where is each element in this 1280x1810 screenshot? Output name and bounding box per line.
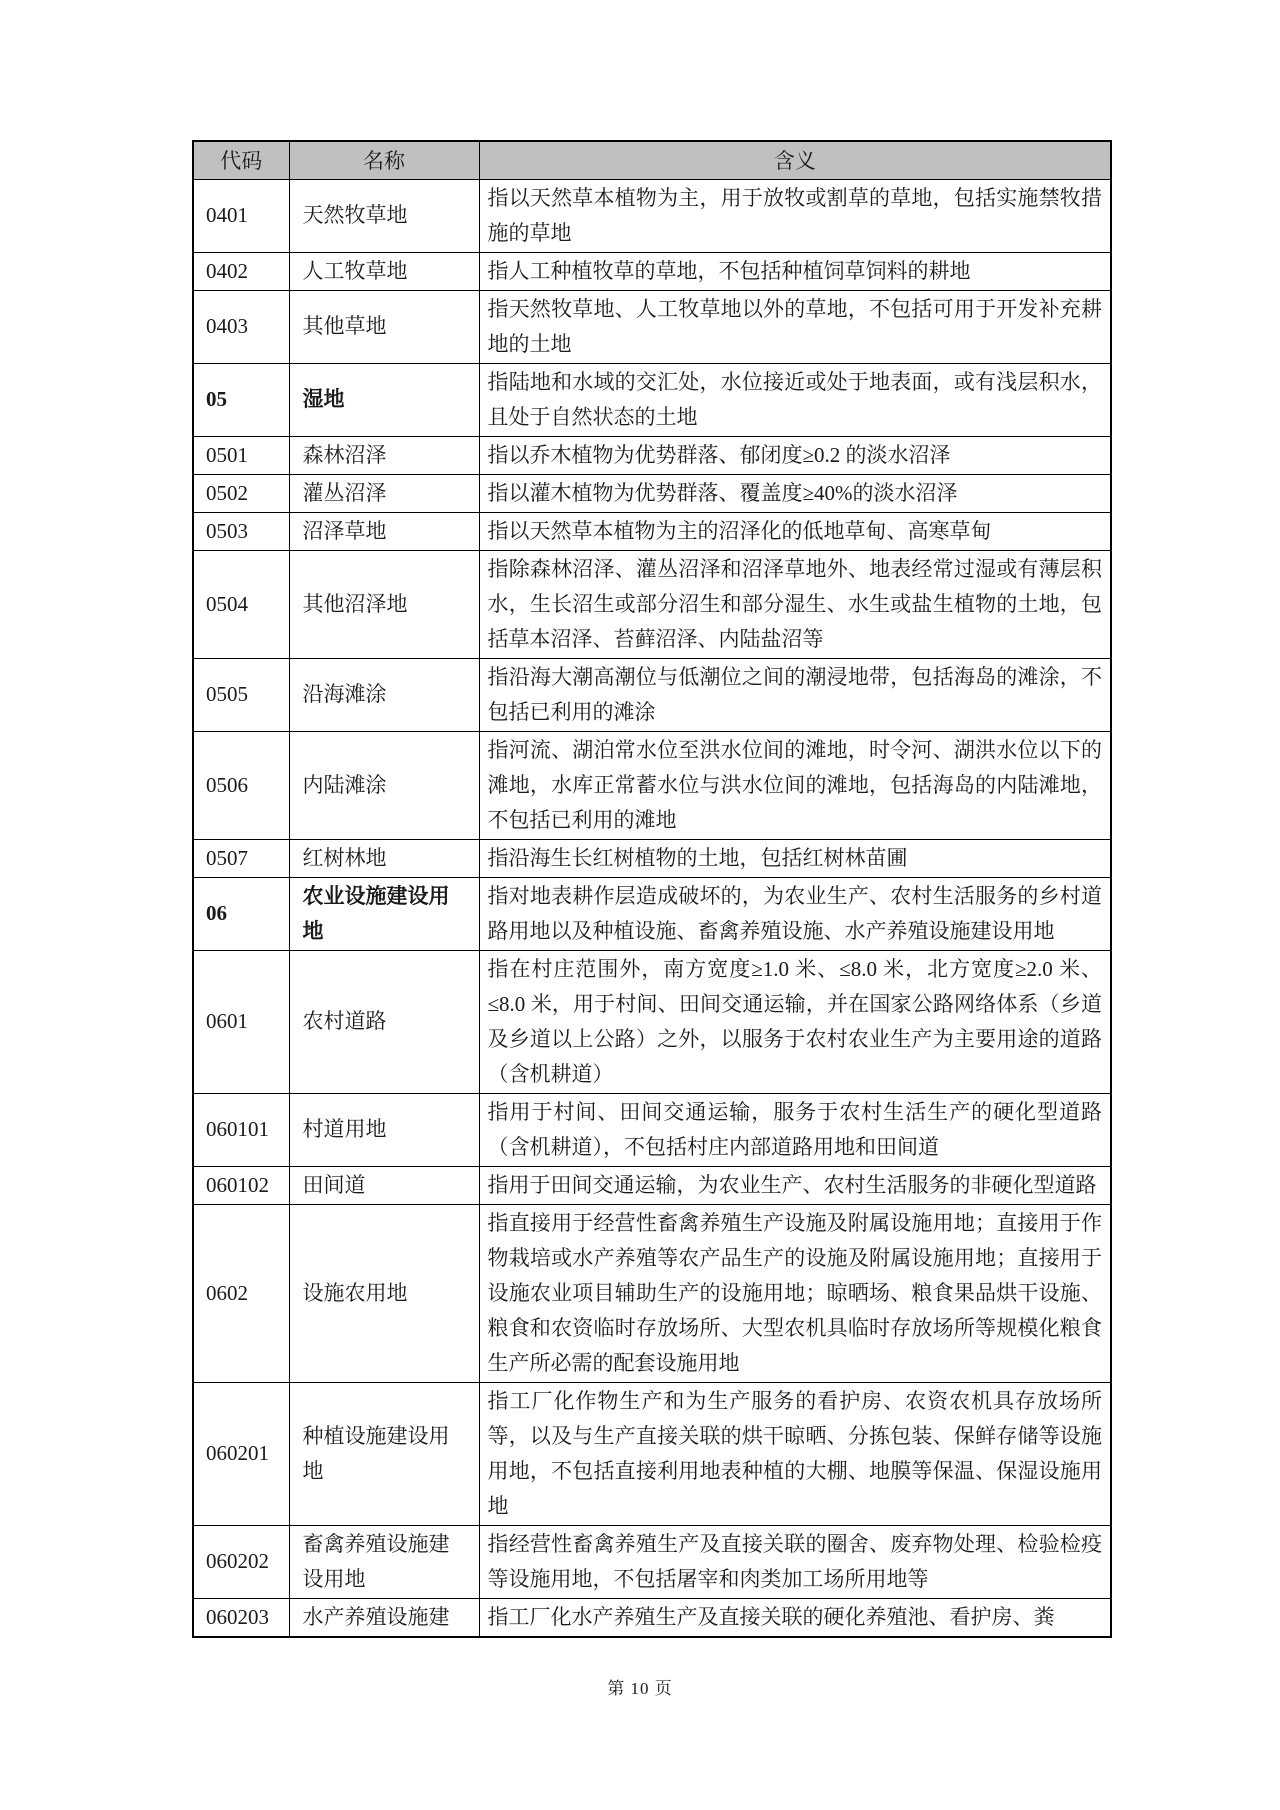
meaning-cell: 指河流、湖泊常水位至洪水位间的滩地，时令河、湖洪水位以下的滩地，水库正常蓄水位与洪水位间的滩地，包括海岛的内陆滩地，不包括已利用的滩地 <box>479 731 1111 839</box>
meaning-cell: 指除森林沼泽、灌丛沼泽和沼泽草地外、地表经常过湿或有薄层积水，生长沼生或部分沼生和部分湿生、水生或盐生植物的土地，包括草本沼泽、苔藓沼泽、内陆盐沼等 <box>479 550 1111 658</box>
meaning-cell: 指沿海生长红树植物的土地，包括红树林苗圃 <box>479 839 1111 877</box>
meaning-cell: 指沿海大潮高潮位与低潮位之间的潮浸地带，包括海岛的滩涂，不包括已利用的滩涂 <box>479 658 1111 731</box>
meaning-cell: 指在村庄范围外，南方宽度≥1.0 米、≤8.0 米，北方宽度≥2.0 米、≤8.0 米，用于村间、田间交通运输，并在国家公路网络体系（乡道及乡道以上公路）之外，以服务于农村农业生产为主要用途的道路（含机耕道） <box>479 950 1111 1093</box>
name-cell: 村道用地 <box>289 1093 479 1166</box>
table-row <box>193 363 1111 436</box>
name-cell: 水产养殖设施建 <box>289 1598 479 1637</box>
table-row <box>193 877 1111 950</box>
meaning-cell: 指以乔木植物为优势群落、郁闭度≥0.2 的淡水沼泽 <box>479 436 1111 474</box>
code-cell: 0502 <box>193 474 289 512</box>
meaning-cell: 指以天然草本植物为主的沼泽化的低地草甸、高寒草甸 <box>479 512 1111 550</box>
code-cell: 0504 <box>193 550 289 658</box>
name-cell: 其他草地 <box>289 290 479 363</box>
table-row <box>193 1598 1111 1637</box>
meaning-cell: 指经营性畜禽养殖生产及直接关联的圈舍、废弃物处理、检验检疫等设施用地，不包括屠宰和肉类加工场所用地等 <box>479 1525 1111 1598</box>
page-number: 第 10 页 <box>607 1679 673 1698</box>
name-cell: 沼泽草地 <box>289 512 479 550</box>
code-cell: 06 <box>193 877 289 950</box>
meaning-cell: 指陆地和水域的交汇处，水位接近或处于地表面，或有浅层积水，且处于自然状态的土地 <box>479 363 1111 436</box>
code-cell: 0601 <box>193 950 289 1093</box>
table-row <box>193 1204 1111 1382</box>
table-row <box>193 1525 1111 1598</box>
name-cell: 设施农用地 <box>289 1204 479 1382</box>
code-cell: 060201 <box>193 1382 289 1525</box>
table-row <box>193 290 1111 363</box>
code-cell: 060202 <box>193 1525 289 1598</box>
table-row <box>193 436 1111 474</box>
code-cell: 05 <box>193 363 289 436</box>
meaning-cell: 指以天然草本植物为主，用于放牧或割草的草地，包括实施禁牧措施的草地 <box>479 179 1111 252</box>
table-row <box>193 1382 1111 1525</box>
table-row <box>193 950 1111 1093</box>
code-cell: 0602 <box>193 1204 289 1382</box>
name-cell: 沿海滩涂 <box>289 658 479 731</box>
name-cell: 其他沼泽地 <box>289 550 479 658</box>
table-row <box>193 839 1111 877</box>
meaning-cell: 指以灌木植物为优势群落、覆盖度≥40%的淡水沼泽 <box>479 474 1111 512</box>
table-row <box>193 252 1111 290</box>
code-cell: 0503 <box>193 512 289 550</box>
land-use-classification-table <box>192 140 1112 1638</box>
name-cell: 种植设施建设用地 <box>289 1382 479 1525</box>
name-cell: 湿地 <box>289 363 479 436</box>
code-cell: 0505 <box>193 658 289 731</box>
code-cell: 0402 <box>193 252 289 290</box>
name-cell: 田间道 <box>289 1166 479 1204</box>
name-cell: 灌丛沼泽 <box>289 474 479 512</box>
code-cell: 0401 <box>193 179 289 252</box>
code-cell: 0506 <box>193 731 289 839</box>
meaning-cell: 指直接用于经营性畜禽养殖生产设施及附属设施用地；直接用于作物栽培或水产养殖等农产品生产的设施及附属设施用地；直接用于设施农业项目辅助生产的设施用地；晾晒场、粮食果品烘干设施、粮食和农资临时存放场所、大型农机具临时存放场所等规模化粮食生产所必需的配套设施用地 <box>479 1204 1111 1382</box>
name-cell: 农业设施建设用地 <box>289 877 479 950</box>
name-cell: 畜禽养殖设施建设用地 <box>289 1525 479 1598</box>
table-row <box>193 474 1111 512</box>
table-row <box>193 550 1111 658</box>
meaning-cell: 指工厂化水产养殖生产及直接关联的硬化养殖池、看护房、粪 <box>479 1598 1111 1637</box>
code-cell: 0403 <box>193 290 289 363</box>
table-row <box>193 731 1111 839</box>
meaning-cell: 指用于村间、田间交通运输，服务于农村生活生产的硬化型道路（含机耕道），不包括村庄内部道路用地和田间道 <box>479 1093 1111 1166</box>
name-cell: 农村道路 <box>289 950 479 1093</box>
code-cell: 060203 <box>193 1598 289 1637</box>
name-cell: 内陆滩涂 <box>289 731 479 839</box>
meaning-cell: 指对地表耕作层造成破坏的，为农业生产、农村生活服务的乡村道路用地以及种植设施、畜禽养殖设施、水产养殖设施建设用地 <box>479 877 1111 950</box>
meaning-cell: 指天然牧草地、人工牧草地以外的草地，不包括可用于开发补充耕地的土地 <box>479 290 1111 363</box>
name-cell: 人工牧草地 <box>289 252 479 290</box>
meaning-cell: 指工厂化作物生产和为生产服务的看护房、农资农机具存放场所等，以及与生产直接关联的烘干晾晒、分拣包装、保鲜存储等设施用地，不包括直接利用地表种植的大棚、地膜等保温、保湿设施用地 <box>479 1382 1111 1525</box>
table-row <box>193 658 1111 731</box>
header-meaning: 含义 <box>479 141 1111 179</box>
meaning-cell: 指人工种植牧草的草地，不包括种植饲草饲料的耕地 <box>479 252 1111 290</box>
table-header-row <box>193 141 1111 179</box>
code-cell: 0507 <box>193 839 289 877</box>
table-row <box>193 512 1111 550</box>
code-cell: 060102 <box>193 1166 289 1204</box>
header-code: 代码 <box>193 141 289 179</box>
table-row <box>193 179 1111 252</box>
code-cell: 0501 <box>193 436 289 474</box>
meaning-cell: 指用于田间交通运输，为农业生产、农村生活服务的非硬化型道路 <box>479 1166 1111 1204</box>
table-body <box>193 179 1111 1637</box>
header-name: 名称 <box>289 141 479 179</box>
name-cell: 天然牧草地 <box>289 179 479 252</box>
table-row <box>193 1166 1111 1204</box>
table-row <box>193 1093 1111 1166</box>
name-cell: 红树林地 <box>289 839 479 877</box>
name-cell: 森林沼泽 <box>289 436 479 474</box>
code-cell: 060101 <box>193 1093 289 1166</box>
